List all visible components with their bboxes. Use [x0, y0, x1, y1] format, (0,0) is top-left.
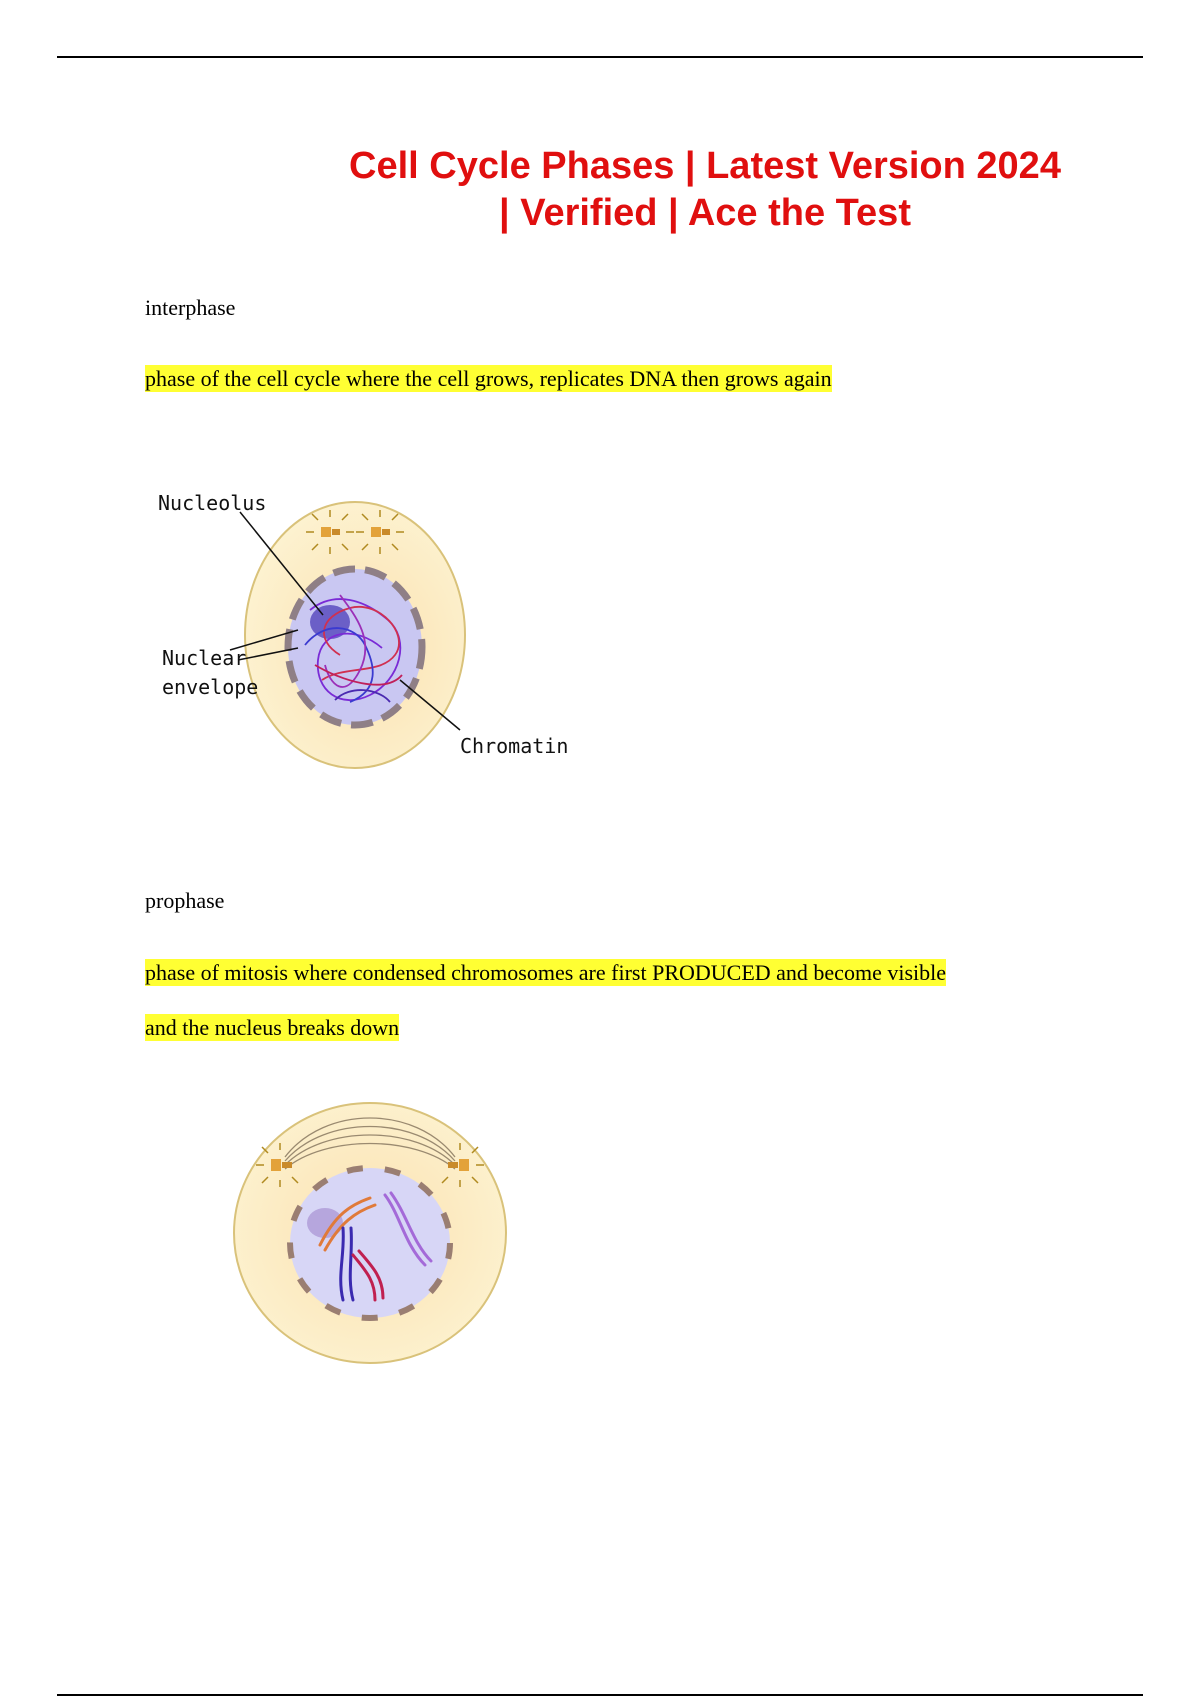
- label-chromatin: Chromatin: [460, 734, 569, 758]
- title-line-1: Cell Cycle Phases | Latest Version 2024: [349, 145, 1061, 187]
- header-rule: [57, 56, 1143, 58]
- label-nucleolus: Nucleolus: [158, 491, 267, 515]
- footer-rule: [57, 1694, 1143, 1696]
- prophase-diagram: [225, 1095, 525, 1375]
- definition-prophase-text-1: phase of mitosis where condensed chromosomes are first PRODUCED and become visible: [145, 960, 946, 985]
- interphase-cell-illustration: [150, 450, 590, 790]
- term-interphase: interphase: [145, 295, 236, 320]
- definition-interphase: [145, 366, 832, 392]
- label-envelope: envelope: [162, 675, 259, 699]
- label-nuclear: Nuclear: [162, 646, 247, 670]
- interphase-diagram: [150, 450, 590, 790]
- term-prophase: prophase: [145, 888, 225, 913]
- definition-prophase-text-2: and the nucleus breaks down: [145, 1015, 400, 1040]
- definition-interphase-text: phase of the cell cycle where the cell grows, replicates DNA then grows again: [145, 366, 832, 391]
- prophase-cell-illustration: [225, 1095, 525, 1375]
- definition-prophase-line-2: [145, 1015, 399, 1041]
- document-title: [300, 143, 1110, 237]
- title-line-2: | Verified | Ace the Test: [499, 192, 911, 234]
- definition-prophase-line-1: [145, 960, 946, 986]
